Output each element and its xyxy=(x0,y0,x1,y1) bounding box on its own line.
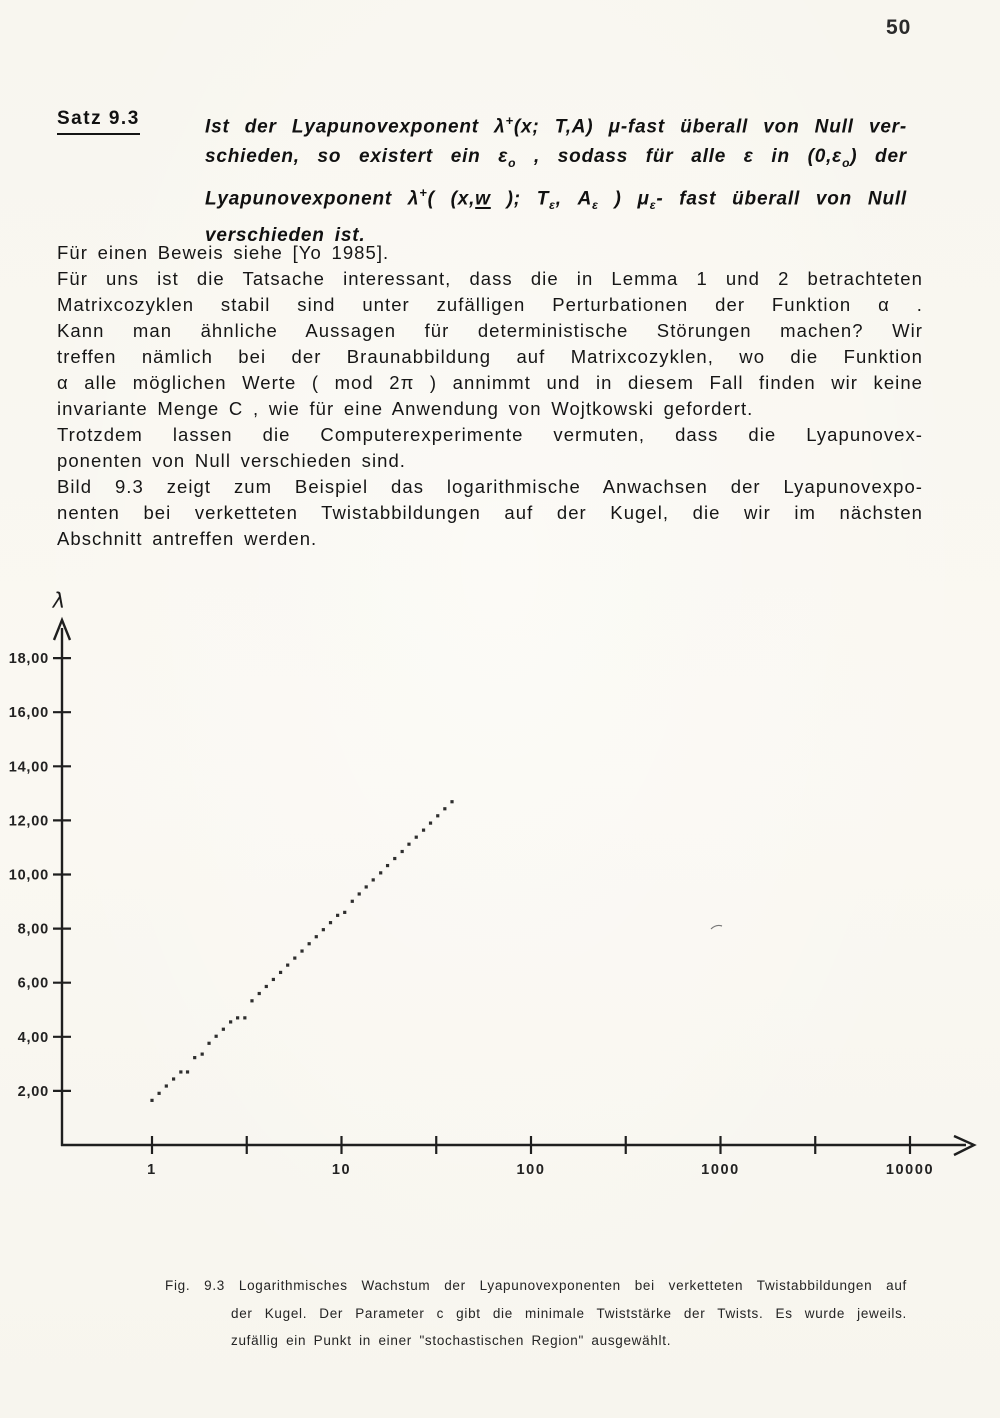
caption-line-1: Fig. 9.3 Logarithmisches Wachstum der Lyapunovexponenten bei verketteten Twistabbildungen auf xyxy=(165,1278,907,1293)
figure-caption xyxy=(165,1272,907,1355)
theorem-line-2: schieden, so existert ein $\varepsilon_o$ , sodass für alle ε in $(0,\varepsilon_o)$ der xyxy=(205,145,907,170)
svg-text:6,00: 6,00 xyxy=(17,975,49,992)
svg-text:18,00: 18,00 xyxy=(8,651,49,668)
body-line-6: α alle möglichen Werte ( mod 2π ) annimmt und in diesem Fall finden wir keine xyxy=(57,372,923,393)
page-number: 50 xyxy=(886,16,912,39)
caption-line-3: zufällig ein Punkt in einer "stochastischen Region" ausgewählt. xyxy=(231,1333,672,1348)
body-line-11: nenten bei verketteten Twistabbildungen auf der Kugel, die wir im nächsten xyxy=(57,502,923,523)
svg-text:4,00: 4,00 xyxy=(17,1029,49,1046)
svg-text:12,00: 12,00 xyxy=(8,813,49,830)
svg-text:1: 1 xyxy=(147,1162,157,1178)
theorem-label: Satz 9.3 xyxy=(57,108,140,135)
body-line-9: ponenten von Null verschieden sind. xyxy=(57,450,406,471)
caption-line-2: der Kugel. Der Parameter c gibt die minimale Twiststärke der Twists. Es wurde jeweils. xyxy=(231,1305,907,1321)
body-line-12: Abschnitt antreffen werden. xyxy=(57,528,318,549)
figure-9-3-chart xyxy=(0,570,1000,1230)
body-line-4: Kann man ähnliche Aussagen für deterministische Störungen machen? Wir xyxy=(57,320,923,341)
body-line-3: Matrixcozyklen stabil sind unter zufälligen Perturbationen der Funktion α . xyxy=(57,294,923,315)
theorem-line-1: Ist der Lyapunovexponent λ+(x; T,A) μ-fast überall von Null ver- xyxy=(205,113,908,138)
svg-text:14,00: 14,00 xyxy=(8,759,49,776)
body-line-2: Für uns ist die Tatsache interessant, dass die in Lemma 1 und 2 betrachteten xyxy=(57,268,923,289)
body-line-8: Trotzdem lassen die Computerexperimente vermuten, dass die Lyapunovex- xyxy=(57,424,923,445)
body-line-7: invariante Menge C , wie für eine Anwendung von Wojtkowski gefordert. xyxy=(57,398,754,419)
body-text xyxy=(57,240,923,552)
theorem-line-4: verschieden ist. xyxy=(205,224,366,246)
svg-text:2,00: 2,00 xyxy=(17,1083,49,1100)
svg-text:8,00: 8,00 xyxy=(17,921,49,938)
svg-text:10,00: 10,00 xyxy=(8,867,49,884)
theorem-text xyxy=(205,106,907,250)
svg-text:1000: 1000 xyxy=(701,1162,740,1178)
svg-text:100: 100 xyxy=(516,1162,546,1178)
svg-text:10000: 10000 xyxy=(885,1162,935,1178)
svg-text:λ: λ xyxy=(52,589,66,613)
svg-text:10: 10 xyxy=(331,1162,352,1178)
body-line-5: treffen nämlich bei der Braunabbildung auf Matrixcozyklen, wo die Funktion xyxy=(57,346,923,367)
body-line-10: Bild 9.3 zeigt zum Beispiel das logarithmische Anwachsen der Lyapunovexpo- xyxy=(57,476,923,497)
svg-text:16,00: 16,00 xyxy=(8,705,49,722)
theorem-line-3: Lyapunovexponent λ+( (x,w ); $T_\varepsilon$, $A_\varepsilon$ ) $\mu_\varepsilon-$ fast überall von Null xyxy=(205,185,908,213)
body-line-1: Für einen Beweis siehe [Yo 1985]. xyxy=(57,242,390,263)
